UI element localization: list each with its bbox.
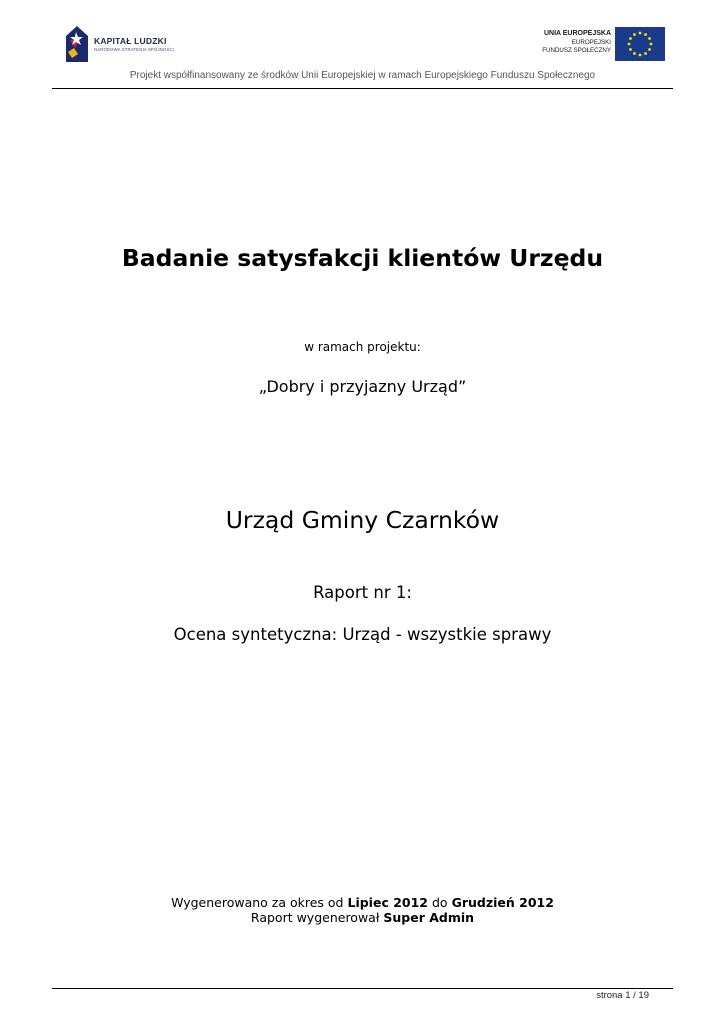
page-header [0, 0, 725, 92]
cofinancing-note: Projekt współfinansowany ze środków Unii Europejskiej w ramach Europejskiego Funduszu Społecznego [129, 70, 596, 81]
eu-star-icon [650, 43, 653, 46]
eu-flag-icon [615, 27, 665, 61]
eu-star-icon [648, 48, 651, 51]
author-prefix: Raport wygenerował [250, 910, 380, 925]
eu-logo-text [542, 30, 611, 56]
period-mid: do [431, 895, 448, 910]
period-to: Grudzień 2012 [451, 895, 554, 910]
project-intro: w ramach projektu: [304, 340, 421, 354]
eu-star-icon [628, 43, 631, 46]
eu-star-icon [633, 33, 636, 36]
eu-star-icon [644, 33, 647, 36]
footer-divider [52, 988, 673, 989]
eu-star-icon [639, 32, 642, 35]
eu-star-icon [633, 52, 636, 55]
report-number: Raport nr 1: [313, 583, 412, 602]
eu-star-icon [644, 52, 647, 55]
generation-author [0, 910, 725, 925]
period-prefix: Wygenerowano za okres od [171, 895, 344, 910]
kl-logo-title: KAPITAŁ LUDZKI [94, 36, 167, 46]
period-from: Lipiec 2012 [347, 895, 428, 910]
report-subject: Ocena syntetyczna: Urząd - wszystkie sprawy [173, 625, 552, 644]
eu-star-icon [629, 48, 632, 51]
eu-star-icon [648, 37, 651, 40]
header-divider [52, 88, 673, 89]
eu-star-icon [629, 37, 632, 40]
author-name: Super Admin [383, 910, 475, 925]
eu-star-icon [639, 54, 642, 57]
kapital-ludzki-logo [66, 26, 196, 62]
eu-line-1: UNIA EUROPEJSKA [543, 30, 611, 37]
document-title: Badanie satysfakcji klientów Urzędu [121, 244, 604, 272]
kapital-ludzki-icon [66, 26, 88, 62]
eu-line-2: EUROPEJSKI [571, 38, 611, 46]
project-name: „Dobry i przyjazny Urząd” [258, 377, 467, 396]
generation-info [0, 895, 725, 925]
office-name: Urząd Gminy Czarnków [225, 506, 500, 534]
page-number: strona 1 / 19 [596, 990, 649, 1001]
eu-line-3: FUNDUSZ SPOŁECZNY [542, 47, 611, 54]
generation-period [0, 895, 725, 910]
kl-logo-subtitle: NARODOWA STRATEGIA SPÓJNOŚCI [94, 47, 175, 52]
